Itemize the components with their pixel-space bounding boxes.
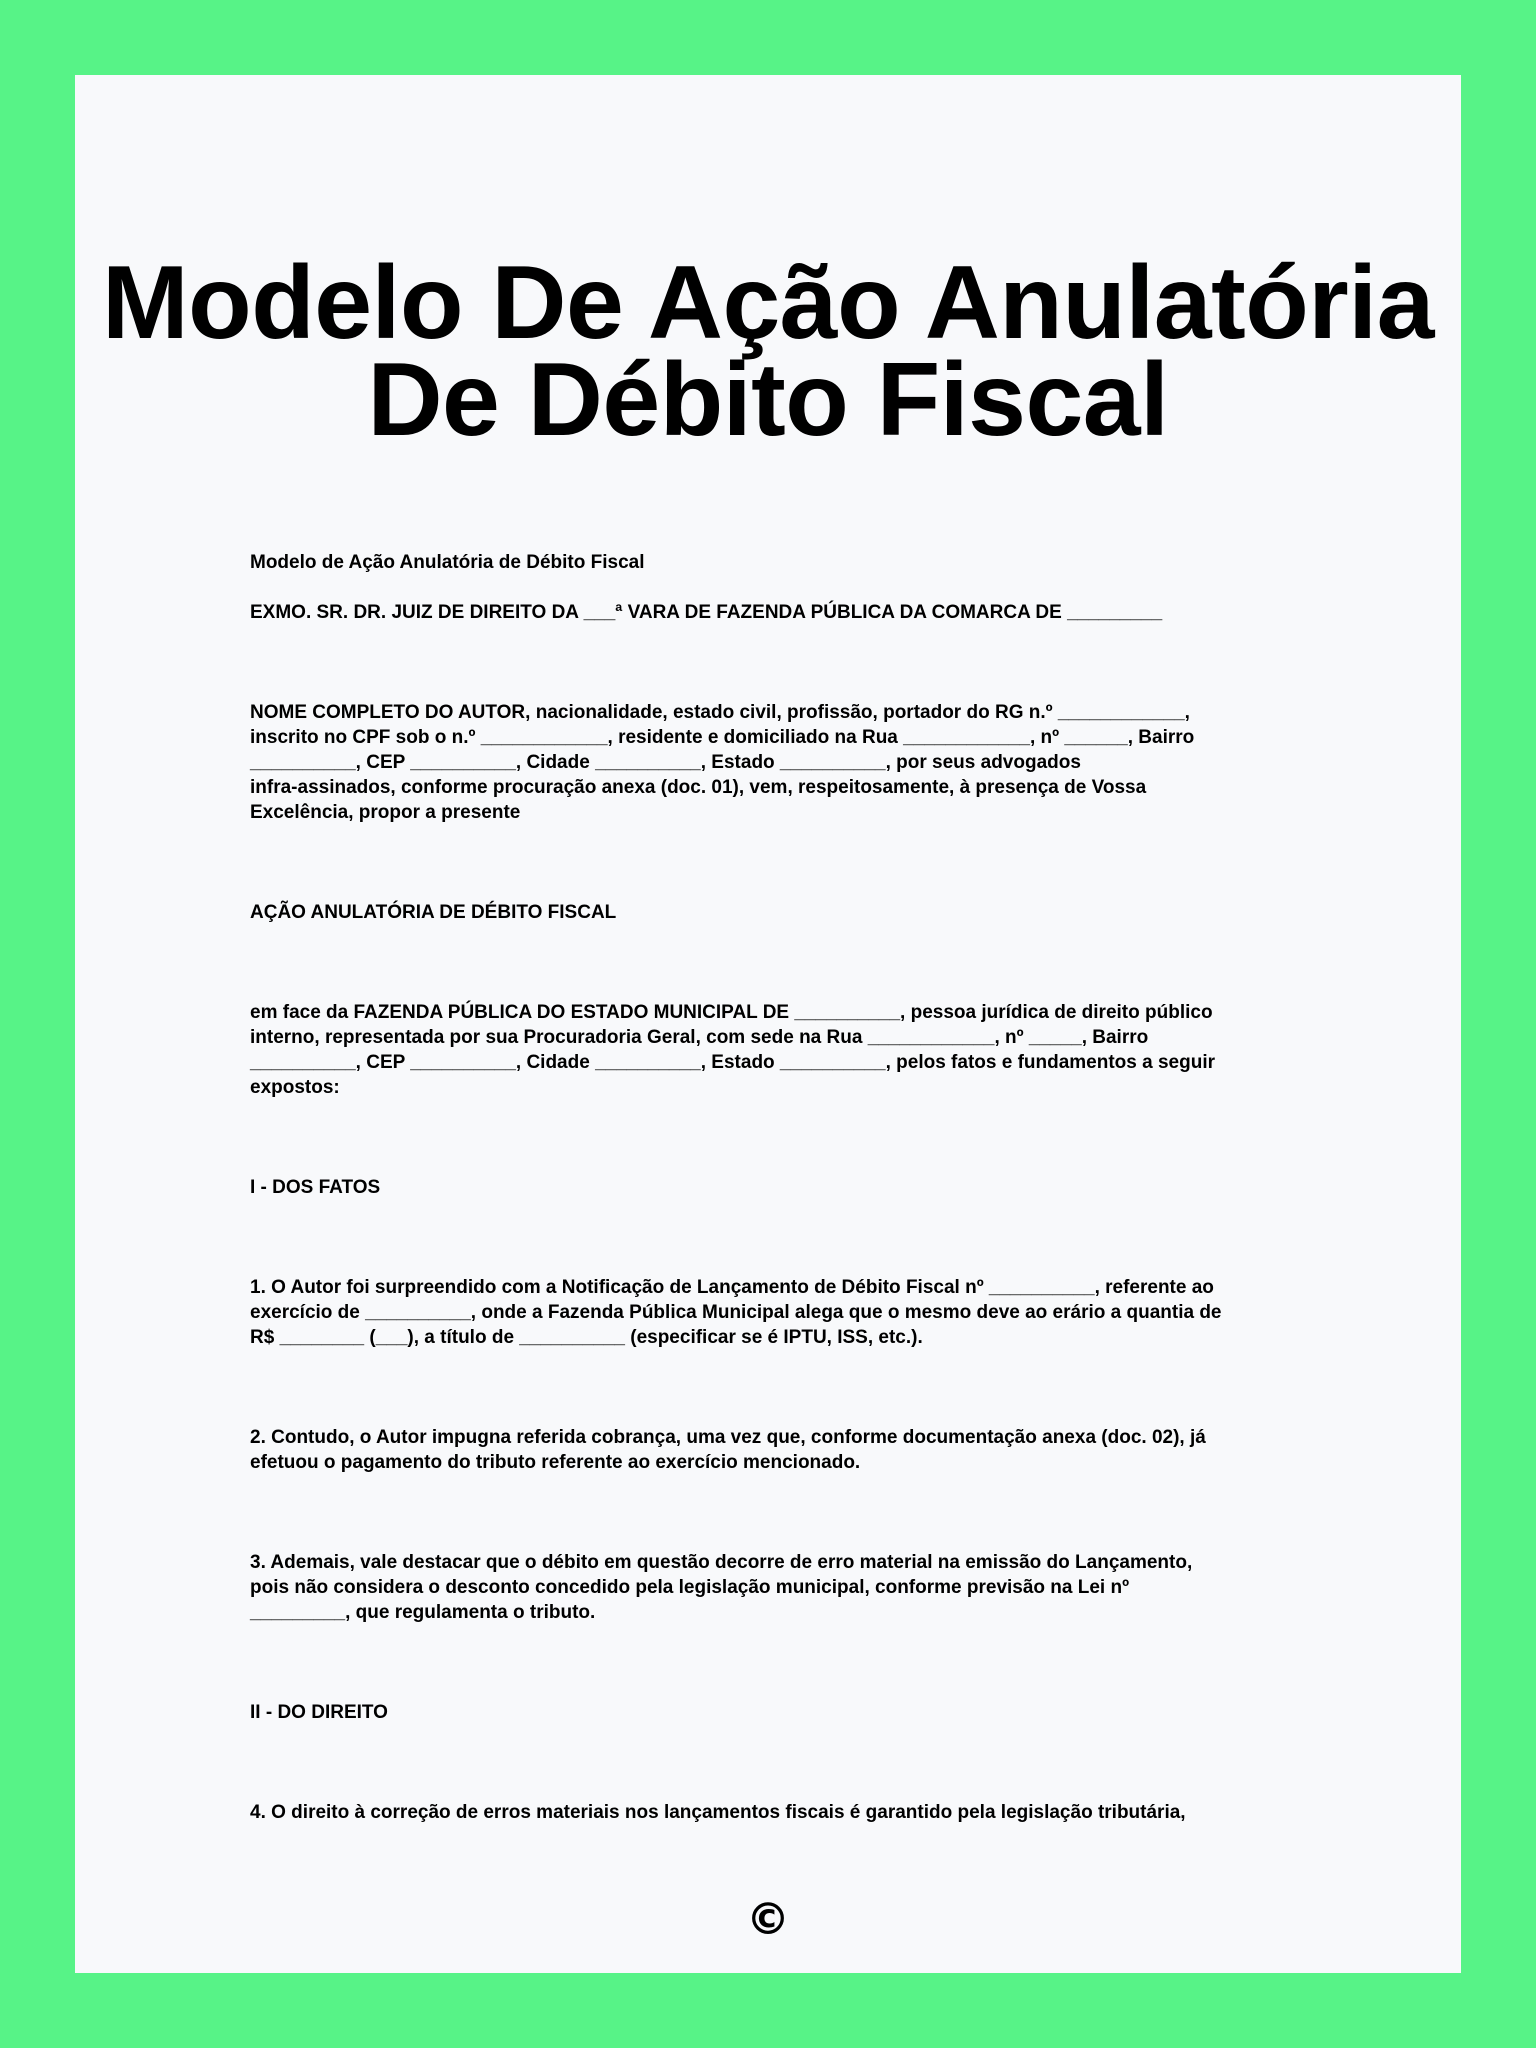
addressee-line: EXMO. SR. DR. JUIZ DE DIREITO DA ___ª VARA DE FAZENDA PÚBLICA DA COMARCA DE _________ <box>250 602 1163 623</box>
document-body <box>250 550 1290 1825</box>
title-line-2: De Débito Fiscal <box>367 342 1169 458</box>
fact-paragraph-1: 1. O Autor foi surpreendido com a Notificação de Lançamento de Débito Fiscal nº __________, referente ao exercício de __________, onde a Fazenda Pública Municipal alega que o mesmo deve ao erário a quantia de R$ ________ (___), a título de __________ (especificar se é IPTU, ISS, etc.). <box>250 1277 1222 1348</box>
copyright-icon: © <box>746 1894 790 1945</box>
fact-paragraph-3: 3. Ademais, vale destacar que o débito em questão decorre de erro material na emissão do Lançamento, pois não considera o desconto concedido pela legislação municipal, conforme previsão na Lei nº _________, que regulamenta o tributo. <box>250 1552 1193 1623</box>
section-facts-title: I - DOS FATOS <box>250 1177 381 1198</box>
document-page <box>75 75 1461 1973</box>
page-title <box>75 245 1461 458</box>
action-title: AÇÃO ANULATÓRIA DE DÉBITO FISCAL <box>250 902 617 923</box>
law-paragraph-4: 4. O direito à correção de erros materiais nos lançamentos fiscais é garantido pela legislação tributária, <box>250 1802 1186 1823</box>
section-law-title: II - DO DIREITO <box>250 1702 388 1723</box>
document-heading: Modelo de Ação Anulatória de Débito Fiscal <box>250 552 645 573</box>
fact-paragraph-2: 2. Contudo, o Autor impugna referida cobrança, uma vez que, conforme documentação anexa (doc. 02), já efetuou o pagamento do tributo referente ao exercício mencionado. <box>250 1427 1206 1473</box>
author-paragraph: NOME COMPLETO DO AUTOR, nacionalidade, estado civil, profissão, portador do RG n.º ____________, inscrito no CPF sob o n.º ____________, residente e domiciliado na Rua ____________, nº ______, Bairro __________, CEP __________, Cidade __________, Estado __________, por seus advogados infra-assinados, conforme procuração anexa (doc. 01), vem, respeitosamente, à presença de Vossa Excelência, propor a presente <box>250 702 1195 823</box>
title-line-1: Modelo De Ação Anulatória <box>102 245 1434 361</box>
defendant-paragraph: em face da FAZENDA PÚBLICA DO ESTADO MUNICIPAL DE __________, pessoa jurídica de direito público interno, representada por sua Procuradoria Geral, com sede na Rua ____________, nº _____, Bairro __________, CEP __________, Cidade __________, Estado __________, pelos fatos e fundamentos a seguir expostos: <box>250 1002 1216 1098</box>
